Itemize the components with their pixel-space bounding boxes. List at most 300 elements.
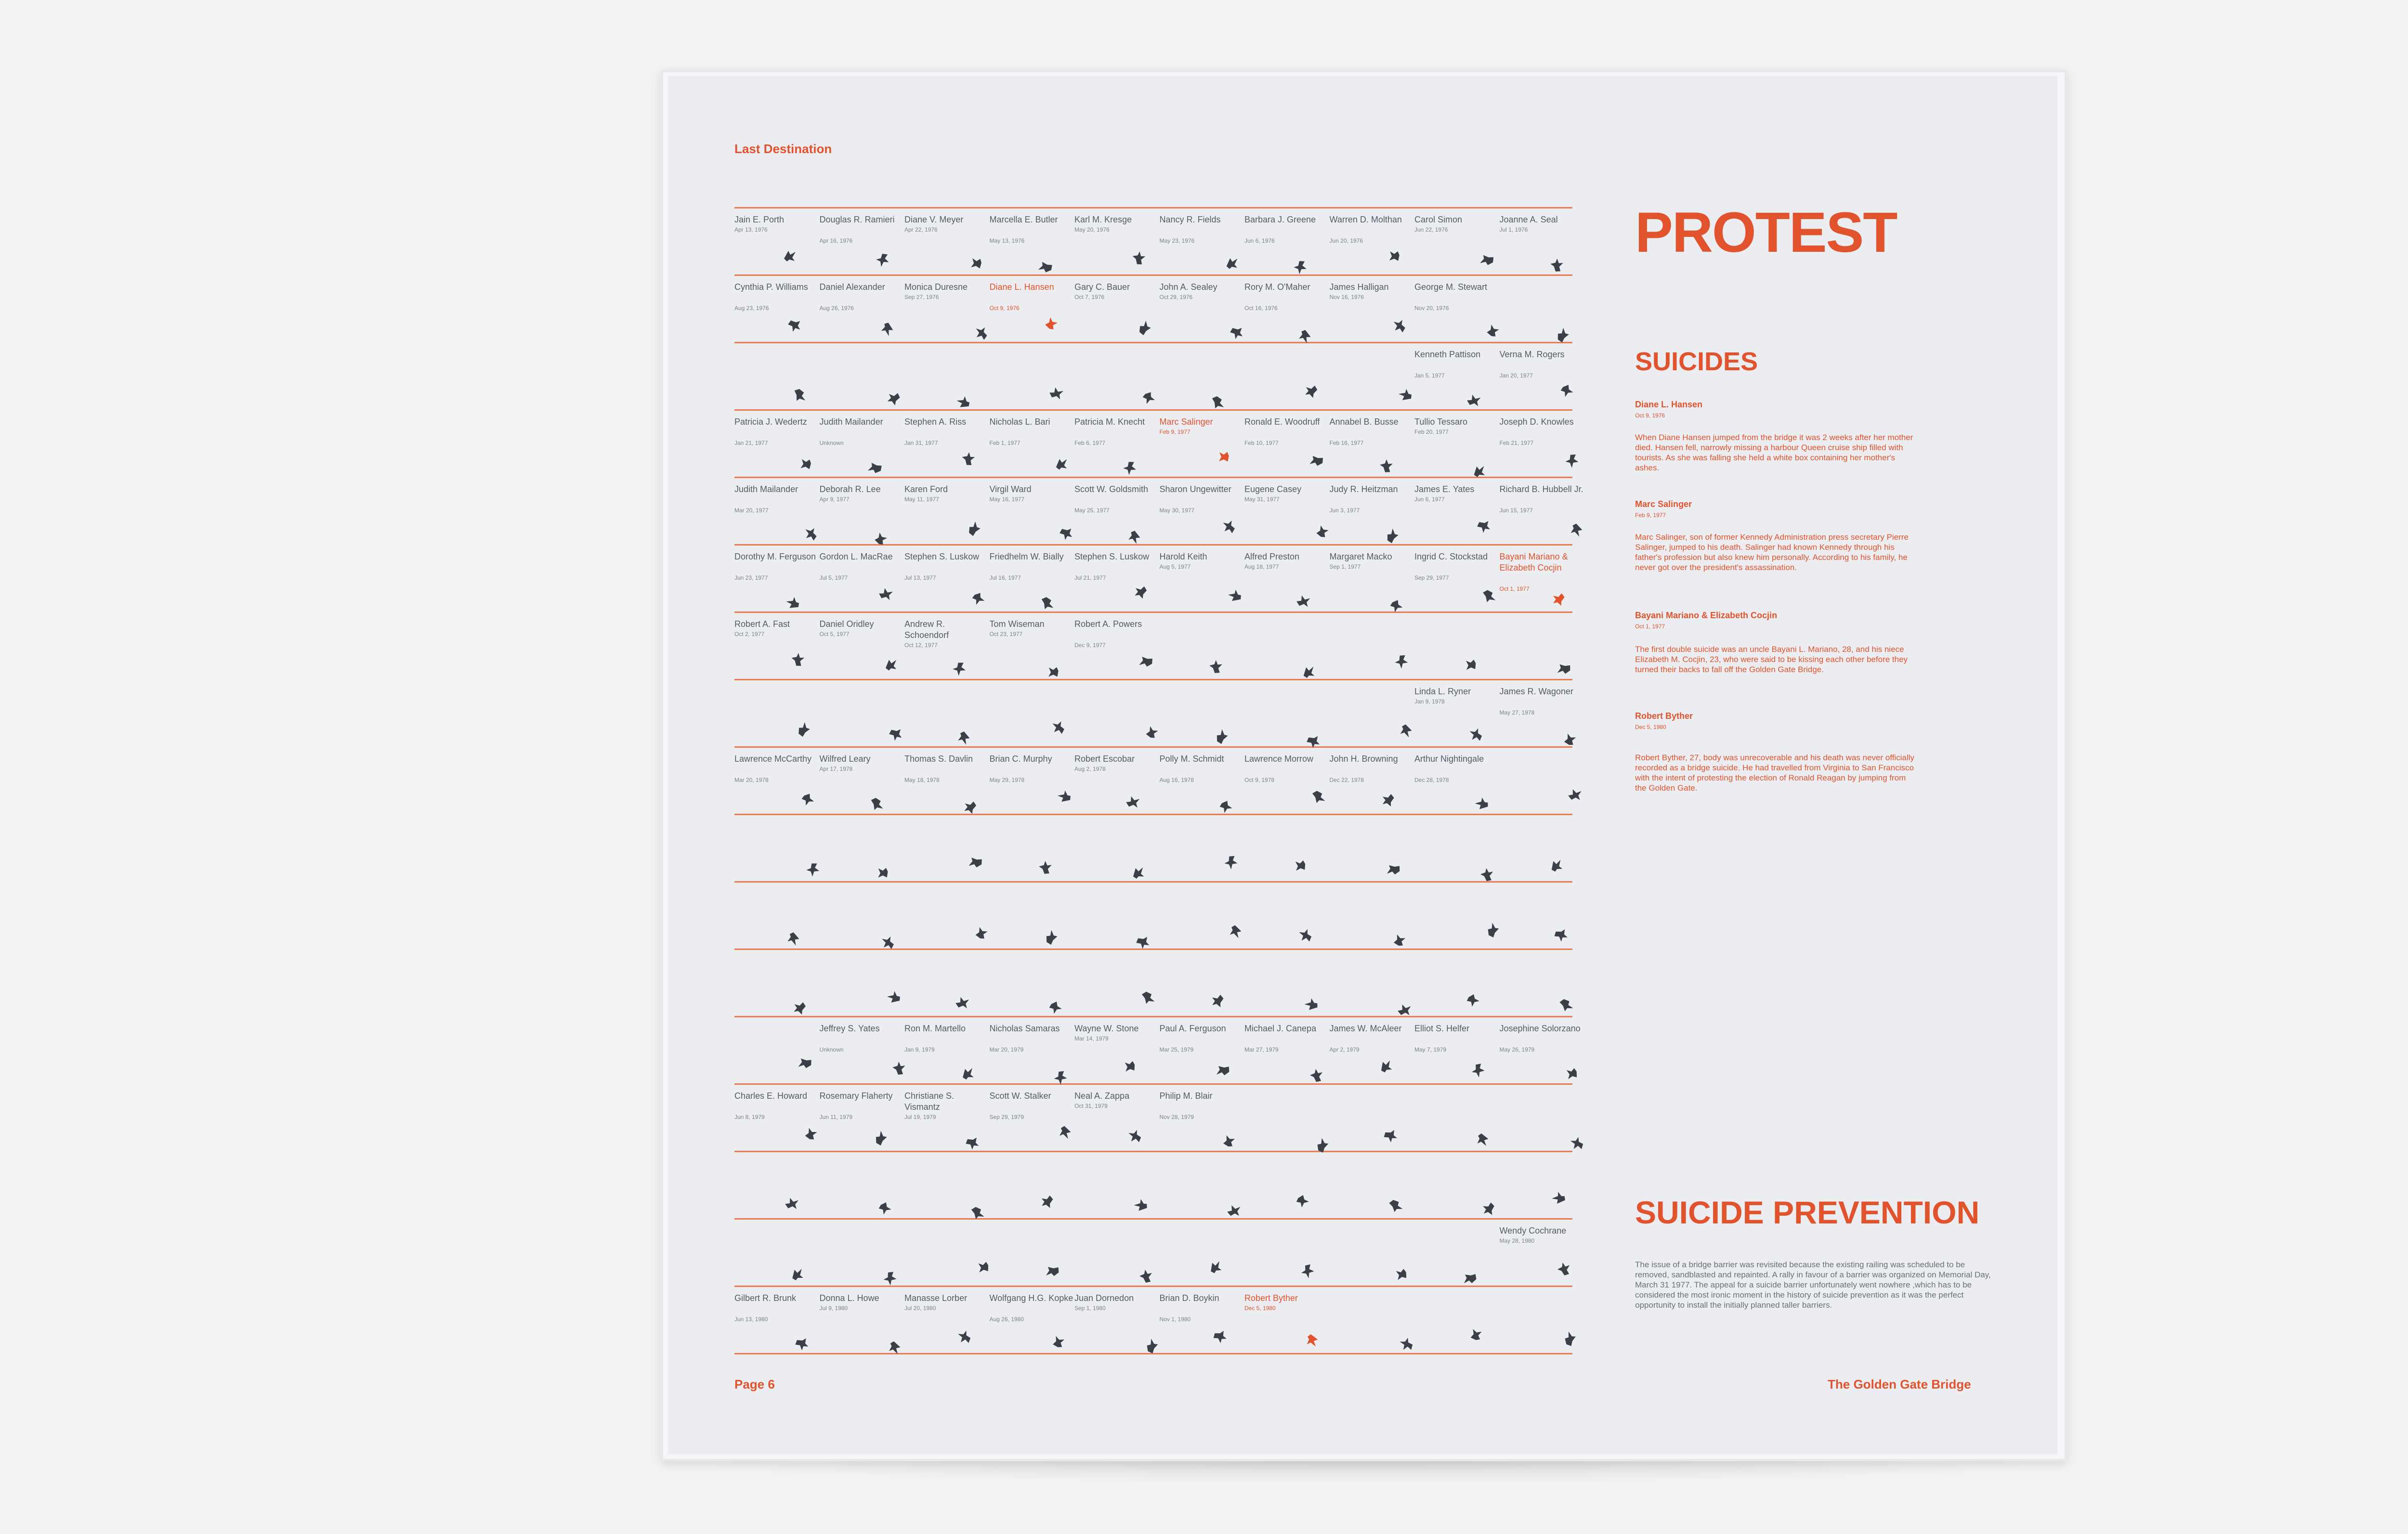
victim-name: Douglas R. Ramieri <box>819 215 895 224</box>
victim-name: Robert A. Fast <box>734 619 790 629</box>
falling-figure-icon <box>1133 1199 1148 1214</box>
victim-name: Neal A. Zappa <box>1074 1091 1130 1101</box>
victim-cell <box>1330 208 1414 274</box>
victim-cell <box>1074 546 1159 611</box>
victim-date: May 16, 1977 <box>989 496 1025 503</box>
falling-figure-icon <box>966 521 981 536</box>
empty-cell <box>1244 1085 1329 1151</box>
victim-cell <box>904 411 989 477</box>
falling-figure-icon <box>1400 1338 1414 1352</box>
empty-cell <box>1330 1152 1414 1218</box>
falling-figure-icon <box>1389 1198 1403 1212</box>
falling-figure-icon <box>1227 590 1242 604</box>
falling-figure-icon <box>1219 799 1233 814</box>
empty-cell <box>904 343 989 409</box>
victim-date: Feb 21, 1977 <box>1499 440 1534 446</box>
victim-date: May 27, 1978 <box>1499 709 1535 716</box>
victim-date: Apr 2, 1979 <box>1329 1046 1360 1053</box>
falling-figure-icon <box>1296 594 1310 609</box>
empty-cell <box>1244 343 1329 409</box>
falling-figure-icon <box>1230 924 1244 939</box>
victim-name: Judith Mailander <box>819 417 883 427</box>
entry-name: Marc Salinger <box>1635 499 1692 509</box>
empty-cell <box>1500 613 1584 679</box>
victim-cell <box>1244 208 1329 274</box>
victim-date: Jun 6, 1976 <box>1244 237 1275 244</box>
victim-date: Feb 20, 1977 <box>1414 429 1449 435</box>
victim-cell <box>1160 1017 1244 1083</box>
empty-cell <box>1160 1152 1244 1218</box>
falling-figure-icon <box>961 452 975 466</box>
empty-cell <box>820 883 904 949</box>
victim-name: Michael J. Canepa <box>1244 1024 1317 1033</box>
falling-figure-icon <box>1123 1060 1137 1074</box>
victim-cell <box>734 748 819 814</box>
falling-figure-icon <box>806 862 821 876</box>
victim-cell <box>1500 546 1584 611</box>
victim-cell <box>1330 276 1414 342</box>
victim-date: Sep 27, 1976 <box>904 294 939 300</box>
victim-cell <box>990 1017 1074 1083</box>
falling-figure-icon <box>960 1066 975 1080</box>
victim-cell <box>904 1017 989 1083</box>
empty-cell <box>734 680 819 746</box>
victim-date: Aug 26, 1976 <box>819 305 854 312</box>
victim-name: Annabel B. Busse <box>1329 417 1399 427</box>
grid-row <box>734 1287 1572 1354</box>
victim-name: Manasse Lorber <box>904 1293 968 1303</box>
victim-cell <box>904 546 989 611</box>
victim-cell <box>1160 478 1244 544</box>
victim-name: Verna M. Rogers <box>1499 350 1565 359</box>
victim-cell <box>990 748 1074 814</box>
victim-date: Aug 23, 1976 <box>734 305 769 312</box>
victim-cell <box>904 613 989 679</box>
falling-figure-icon <box>1384 1128 1398 1143</box>
victim-name: Thomas S. Davlin <box>904 754 973 764</box>
empty-cell <box>1414 950 1499 1016</box>
victim-name: Scott W. Stalker <box>989 1091 1051 1101</box>
victim-cell <box>1244 546 1329 611</box>
falling-figure-icon <box>1474 798 1489 812</box>
victim-date: Jul 1, 1976 <box>1499 226 1528 233</box>
victim-date: Jul 5, 1977 <box>819 574 848 581</box>
victim-date: Jul 21, 1977 <box>1074 574 1106 581</box>
falling-figure-icon <box>887 392 901 406</box>
victim-cell <box>1244 1017 1329 1083</box>
falling-figure-icon <box>801 792 815 806</box>
victim-date: Oct 29, 1976 <box>1159 294 1193 300</box>
falling-figure-icon <box>1398 389 1412 403</box>
victim-cell <box>1160 1085 1244 1151</box>
victim-name: Diane V. Meyer <box>904 215 964 224</box>
victim-cell <box>734 411 819 477</box>
victim-name: Wilfred Leary <box>819 754 871 764</box>
falling-figure-icon <box>1217 450 1231 465</box>
entry-date: Oct 9, 1976 <box>1635 412 1665 419</box>
victim-cell <box>1414 546 1499 611</box>
victim-name: Kenneth Pattison <box>1414 350 1481 359</box>
victim-name: Diane L. Hansen <box>989 282 1054 292</box>
victim-date: Mar 20, 1978 <box>734 777 769 783</box>
empty-cell <box>1500 748 1584 814</box>
victim-cell <box>1244 478 1329 544</box>
empty-cell <box>990 883 1074 949</box>
falling-figure-icon <box>1307 734 1321 748</box>
falling-figure-icon <box>1560 383 1574 398</box>
falling-figure-icon <box>798 1057 812 1071</box>
victim-name: Karen Ford <box>904 484 948 494</box>
falling-figure-icon <box>1230 325 1244 339</box>
empty-cell <box>904 1220 989 1286</box>
falling-figure-icon <box>1395 654 1409 668</box>
empty-cell <box>1330 1287 1414 1353</box>
page-title: PROTEST <box>1635 201 1897 264</box>
victim-name: John A. Sealey <box>1159 282 1217 292</box>
victim-name: Polly M. Schmidt <box>1159 754 1224 764</box>
falling-figure-icon <box>968 856 983 871</box>
falling-figure-icon <box>881 322 896 337</box>
victim-cell <box>1244 411 1329 477</box>
victim-name: Linda L. Ryner <box>1414 687 1471 696</box>
falling-figure-icon <box>1296 1194 1310 1208</box>
victim-name: Gary C. Bauer <box>1074 282 1130 292</box>
victim-cell <box>1160 208 1244 274</box>
falling-figure-icon <box>1038 860 1052 875</box>
victim-date: Jan 5, 1977 <box>1414 372 1445 379</box>
falling-figure-icon <box>963 801 978 815</box>
header-label: Last Destination <box>734 142 832 156</box>
victim-cell <box>990 208 1074 274</box>
empty-cell <box>1500 1152 1584 1218</box>
falling-figure-icon <box>1392 319 1407 334</box>
victim-name: Harold Keith <box>1159 552 1207 561</box>
falling-figure-icon <box>1485 923 1499 937</box>
empty-cell <box>1074 1152 1159 1218</box>
empty-cell <box>1414 1152 1499 1218</box>
falling-figure-icon <box>790 1266 804 1281</box>
victim-date: Oct 5, 1977 <box>819 631 850 637</box>
victim-name: Ronald E. Woodruff <box>1244 417 1320 427</box>
victim-date: May 25, 1977 <box>1074 507 1110 514</box>
victim-date: Mar 14, 1979 <box>1074 1035 1109 1042</box>
falling-figure-icon <box>1046 1265 1060 1279</box>
victim-date: May 20, 1976 <box>1074 226 1110 233</box>
entry-text: Marc Salinger, son of former Kennedy Administration press secretary Pierre Salinger, jumped to his death. Salinger had known Kennedy through his father's profession but also knew him personally. According to his family, he never got over the president's assassination. <box>1635 533 1909 572</box>
empty-cell <box>990 950 1074 1016</box>
empty-cell <box>734 1017 819 1083</box>
falling-figure-icon <box>1048 1000 1063 1014</box>
victim-date: Jun 15, 1977 <box>1499 507 1533 514</box>
falling-figure-icon <box>1570 523 1585 537</box>
grid-row <box>734 343 1572 411</box>
falling-figure-icon <box>1480 254 1494 268</box>
victim-name: Jeffrey S. Yates <box>819 1024 880 1033</box>
falling-figure-icon <box>884 657 898 671</box>
victim-date: Jun 3, 1977 <box>1329 507 1360 514</box>
victim-cell <box>1074 748 1159 814</box>
empty-cell <box>1414 883 1499 949</box>
victim-name: Josephine Solorzano <box>1499 1024 1581 1033</box>
falling-figure-icon <box>1301 1263 1315 1278</box>
victim-cell <box>1500 208 1584 274</box>
victim-date: Oct 7, 1976 <box>1074 294 1105 300</box>
victim-date: Jul 13, 1977 <box>904 574 936 581</box>
victim-cell <box>1160 411 1244 477</box>
victim-date: Dec 9, 1977 <box>1074 642 1106 649</box>
falling-figure-icon <box>1479 868 1494 882</box>
empty-cell <box>1414 1085 1499 1151</box>
falling-figure-icon <box>1463 1272 1478 1287</box>
falling-figure-icon <box>878 1201 892 1215</box>
empty-cell <box>990 343 1074 409</box>
falling-figure-icon <box>1294 260 1308 274</box>
empty-cell <box>1500 950 1584 1016</box>
falling-figure-icon <box>1054 456 1069 470</box>
victim-name: Daniel Oridley <box>819 619 874 629</box>
empty-cell <box>1244 680 1329 746</box>
victim-date: Apr 13, 1976 <box>734 226 768 233</box>
victim-cell <box>820 546 904 611</box>
victim-date: Jan 31, 1977 <box>904 440 938 446</box>
victim-name: Stephen A. Riss <box>904 417 967 427</box>
victim-name: Jain E. Porth <box>734 215 785 224</box>
victim-date: May 18, 1978 <box>904 777 940 783</box>
victim-cell <box>1414 411 1499 477</box>
empty-cell <box>1414 1287 1499 1353</box>
victim-cell <box>820 1085 904 1151</box>
falling-figure-icon <box>1141 990 1156 1004</box>
victim-name: Robert Escobar <box>1074 754 1135 764</box>
victim-date: Apr 16, 1976 <box>819 237 853 244</box>
empty-cell <box>1074 1220 1159 1286</box>
victim-cell <box>1244 748 1329 814</box>
victim-date: Nov 28, 1979 <box>1159 1114 1194 1120</box>
victim-name: Lawrence McCarthy <box>734 754 812 764</box>
victim-date: Aug 16, 1978 <box>1159 777 1194 783</box>
victim-name: Stephen S. Luskow <box>904 552 980 561</box>
falling-figure-icon <box>1314 1138 1329 1153</box>
victim-cell <box>1160 1287 1244 1353</box>
victim-cell <box>1500 343 1584 409</box>
victim-cell <box>820 1017 904 1083</box>
victim-name: Joanne A. Seal <box>1499 215 1558 224</box>
falling-figure-icon <box>1551 1192 1566 1207</box>
footer-title: The Golden Gate Bridge <box>1828 1377 1971 1391</box>
empty-cell <box>1414 613 1499 679</box>
victim-cell <box>1414 680 1499 746</box>
victim-name: Brian C. Murphy <box>989 754 1052 764</box>
falling-figure-icon <box>1400 724 1414 738</box>
empty-cell <box>1330 883 1414 949</box>
victim-cell <box>820 613 904 679</box>
victim-cell <box>990 411 1074 477</box>
victim-name: Patricia J. Wedertz <box>734 417 807 427</box>
victim-date: Aug 2, 1978 <box>1074 766 1106 772</box>
victim-cell <box>904 748 989 814</box>
falling-figure-icon <box>1565 453 1580 468</box>
falling-figure-icon <box>1381 793 1396 808</box>
victim-name: Judith Mailander <box>734 484 798 494</box>
empty-cell <box>820 815 904 881</box>
falling-figure-icon <box>1125 795 1140 809</box>
victim-date: Sep 29, 1979 <box>989 1114 1024 1120</box>
falling-figure-icon <box>876 252 890 267</box>
victim-date: Feb 1, 1977 <box>989 440 1021 446</box>
victim-date: Oct 23, 1977 <box>989 631 1023 637</box>
falling-figure-icon <box>953 661 967 676</box>
victim-date: Feb 10, 1977 <box>1244 440 1279 446</box>
falling-figure-icon <box>889 727 903 741</box>
victim-date: Aug 5, 1977 <box>1159 563 1191 570</box>
falling-figure-icon <box>881 936 895 950</box>
falling-figure-icon <box>1128 1130 1142 1144</box>
empty-cell <box>1160 815 1244 881</box>
grid-row <box>734 546 1572 613</box>
victim-date: Sep 1, 1980 <box>1074 1305 1106 1312</box>
falling-figure-icon <box>876 866 890 881</box>
empty-cell <box>1244 1152 1329 1218</box>
empty-cell <box>1160 343 1244 409</box>
victim-cell <box>1244 1287 1329 1353</box>
victim-date: Aug 26, 1980 <box>989 1316 1024 1323</box>
falling-figure-icon <box>1128 530 1143 545</box>
empty-cell <box>734 815 819 881</box>
entry-name: Robert Byther <box>1635 711 1693 721</box>
victim-name: Robert Byther <box>1244 1293 1298 1303</box>
falling-figure-icon <box>1384 529 1399 543</box>
victim-date: Jul 16, 1977 <box>989 574 1021 581</box>
falling-figure-icon <box>1304 385 1319 399</box>
grid-row <box>734 1220 1572 1287</box>
victim-name: Friedhelm W. Bially <box>989 552 1064 561</box>
empty-cell <box>820 680 904 746</box>
victim-name: Rory M. O'Maher <box>1244 282 1310 292</box>
victim-name: Bayani Mariano & Elizabeth Cocjin <box>1499 552 1568 572</box>
empty-cell <box>904 1152 989 1218</box>
falling-figure-icon <box>957 1330 972 1345</box>
victim-cell <box>734 546 819 611</box>
victim-name: Karl M. Kresge <box>1074 215 1132 224</box>
victim-cell <box>1330 478 1414 544</box>
victim-name: Philip M. Blair <box>1159 1091 1213 1101</box>
falling-figure-icon <box>1559 997 1574 1012</box>
empty-cell <box>734 883 819 949</box>
grid-row <box>734 680 1572 748</box>
falling-figure-icon <box>868 462 882 476</box>
victim-name: Christiane S. Vismantz <box>904 1091 955 1112</box>
falling-figure-icon <box>1552 593 1566 607</box>
victim-date: Unknown <box>819 440 844 446</box>
victim-cell <box>1500 1017 1584 1083</box>
falling-figure-icon <box>1570 1137 1584 1151</box>
victim-name: Richard B. Hubbell Jr. <box>1499 484 1584 494</box>
victim-date: Feb 9, 1977 <box>1159 429 1191 435</box>
victim-name: James E. Yates <box>1414 484 1475 494</box>
victim-cell <box>990 1287 1074 1353</box>
falling-figure-icon <box>1557 663 1571 677</box>
empty-cell <box>1244 1220 1329 1286</box>
falling-figure-icon <box>958 731 972 745</box>
victim-date: Jan 20, 1977 <box>1499 372 1533 379</box>
victim-cell <box>904 1287 989 1353</box>
entry-date: Feb 9, 1977 <box>1635 512 1666 519</box>
falling-figure-icon <box>1387 863 1401 878</box>
falling-figure-icon <box>873 1131 887 1145</box>
falling-figure-icon <box>971 591 986 606</box>
victim-date: Apr 17, 1978 <box>819 766 853 772</box>
empty-cell <box>820 1152 904 1218</box>
falling-figure-icon <box>1378 1058 1393 1073</box>
entry-name: Diane L. Hansen <box>1635 400 1703 409</box>
victim-date: Oct 16, 1976 <box>1244 305 1278 312</box>
victim-name: Stephen S. Luskow <box>1074 552 1150 561</box>
victim-cell <box>1414 343 1499 409</box>
victim-date: Dec 5, 1980 <box>1244 1305 1276 1312</box>
victim-cell <box>734 478 819 544</box>
prevention-heading: SUICIDE PREVENTION <box>1635 1195 1980 1230</box>
falling-figure-icon <box>1379 459 1393 473</box>
falling-figure-icon <box>1224 855 1239 869</box>
victim-cell <box>820 208 904 274</box>
victim-name: George M. Stewart <box>1414 282 1488 292</box>
falling-figure-icon <box>804 527 818 542</box>
empty-cell <box>1330 950 1414 1016</box>
falling-figure-icon <box>795 1336 810 1351</box>
victim-name: Ron M. Martello <box>904 1024 966 1033</box>
victim-date: Jul 20, 1980 <box>904 1305 936 1312</box>
empty-cell <box>1160 613 1244 679</box>
empty-cell <box>904 883 989 949</box>
victim-name: Gilbert R. Brunk <box>734 1293 797 1303</box>
empty-cell <box>990 815 1074 881</box>
grid-row <box>734 478 1584 546</box>
falling-figure-icon <box>1394 1268 1409 1282</box>
falling-figure-icon <box>785 597 799 611</box>
falling-figure-icon <box>955 996 969 1010</box>
falling-figure-icon <box>1051 721 1066 735</box>
empty-cell <box>904 680 989 746</box>
empty-cell <box>1330 343 1414 409</box>
victim-cell <box>734 208 819 274</box>
victim-name: Nicholas Samaras <box>989 1024 1060 1033</box>
victim-cell <box>1500 680 1584 746</box>
grid-row <box>734 613 1572 680</box>
victims-grid <box>734 207 1584 1354</box>
victim-date: Nov 16, 1976 <box>1329 294 1364 300</box>
empty-cell <box>1160 883 1244 949</box>
victim-date: Oct 2, 1977 <box>734 631 765 637</box>
empty-cell <box>1500 815 1584 881</box>
falling-figure-icon <box>966 1135 980 1150</box>
victim-name: Andrew R. Schoendorf <box>904 619 949 640</box>
empty-cell <box>1500 883 1584 949</box>
falling-figure-icon <box>1044 316 1058 331</box>
falling-figure-icon <box>873 532 888 546</box>
victim-name: Ingrid C. Stockstad <box>1414 552 1488 561</box>
falling-figure-icon <box>1144 725 1159 740</box>
falling-figure-icon <box>1397 1003 1412 1017</box>
victim-name: Juan Dornedon <box>1074 1293 1134 1303</box>
victim-cell <box>990 1085 1074 1151</box>
falling-figure-icon <box>1038 261 1053 275</box>
falling-figure-icon <box>878 587 893 601</box>
falling-figure-icon <box>1471 1063 1486 1077</box>
falling-figure-icon <box>1136 935 1151 949</box>
falling-figure-icon <box>1557 1262 1571 1276</box>
empty-cell <box>820 343 904 409</box>
falling-figure-icon <box>785 1196 799 1211</box>
